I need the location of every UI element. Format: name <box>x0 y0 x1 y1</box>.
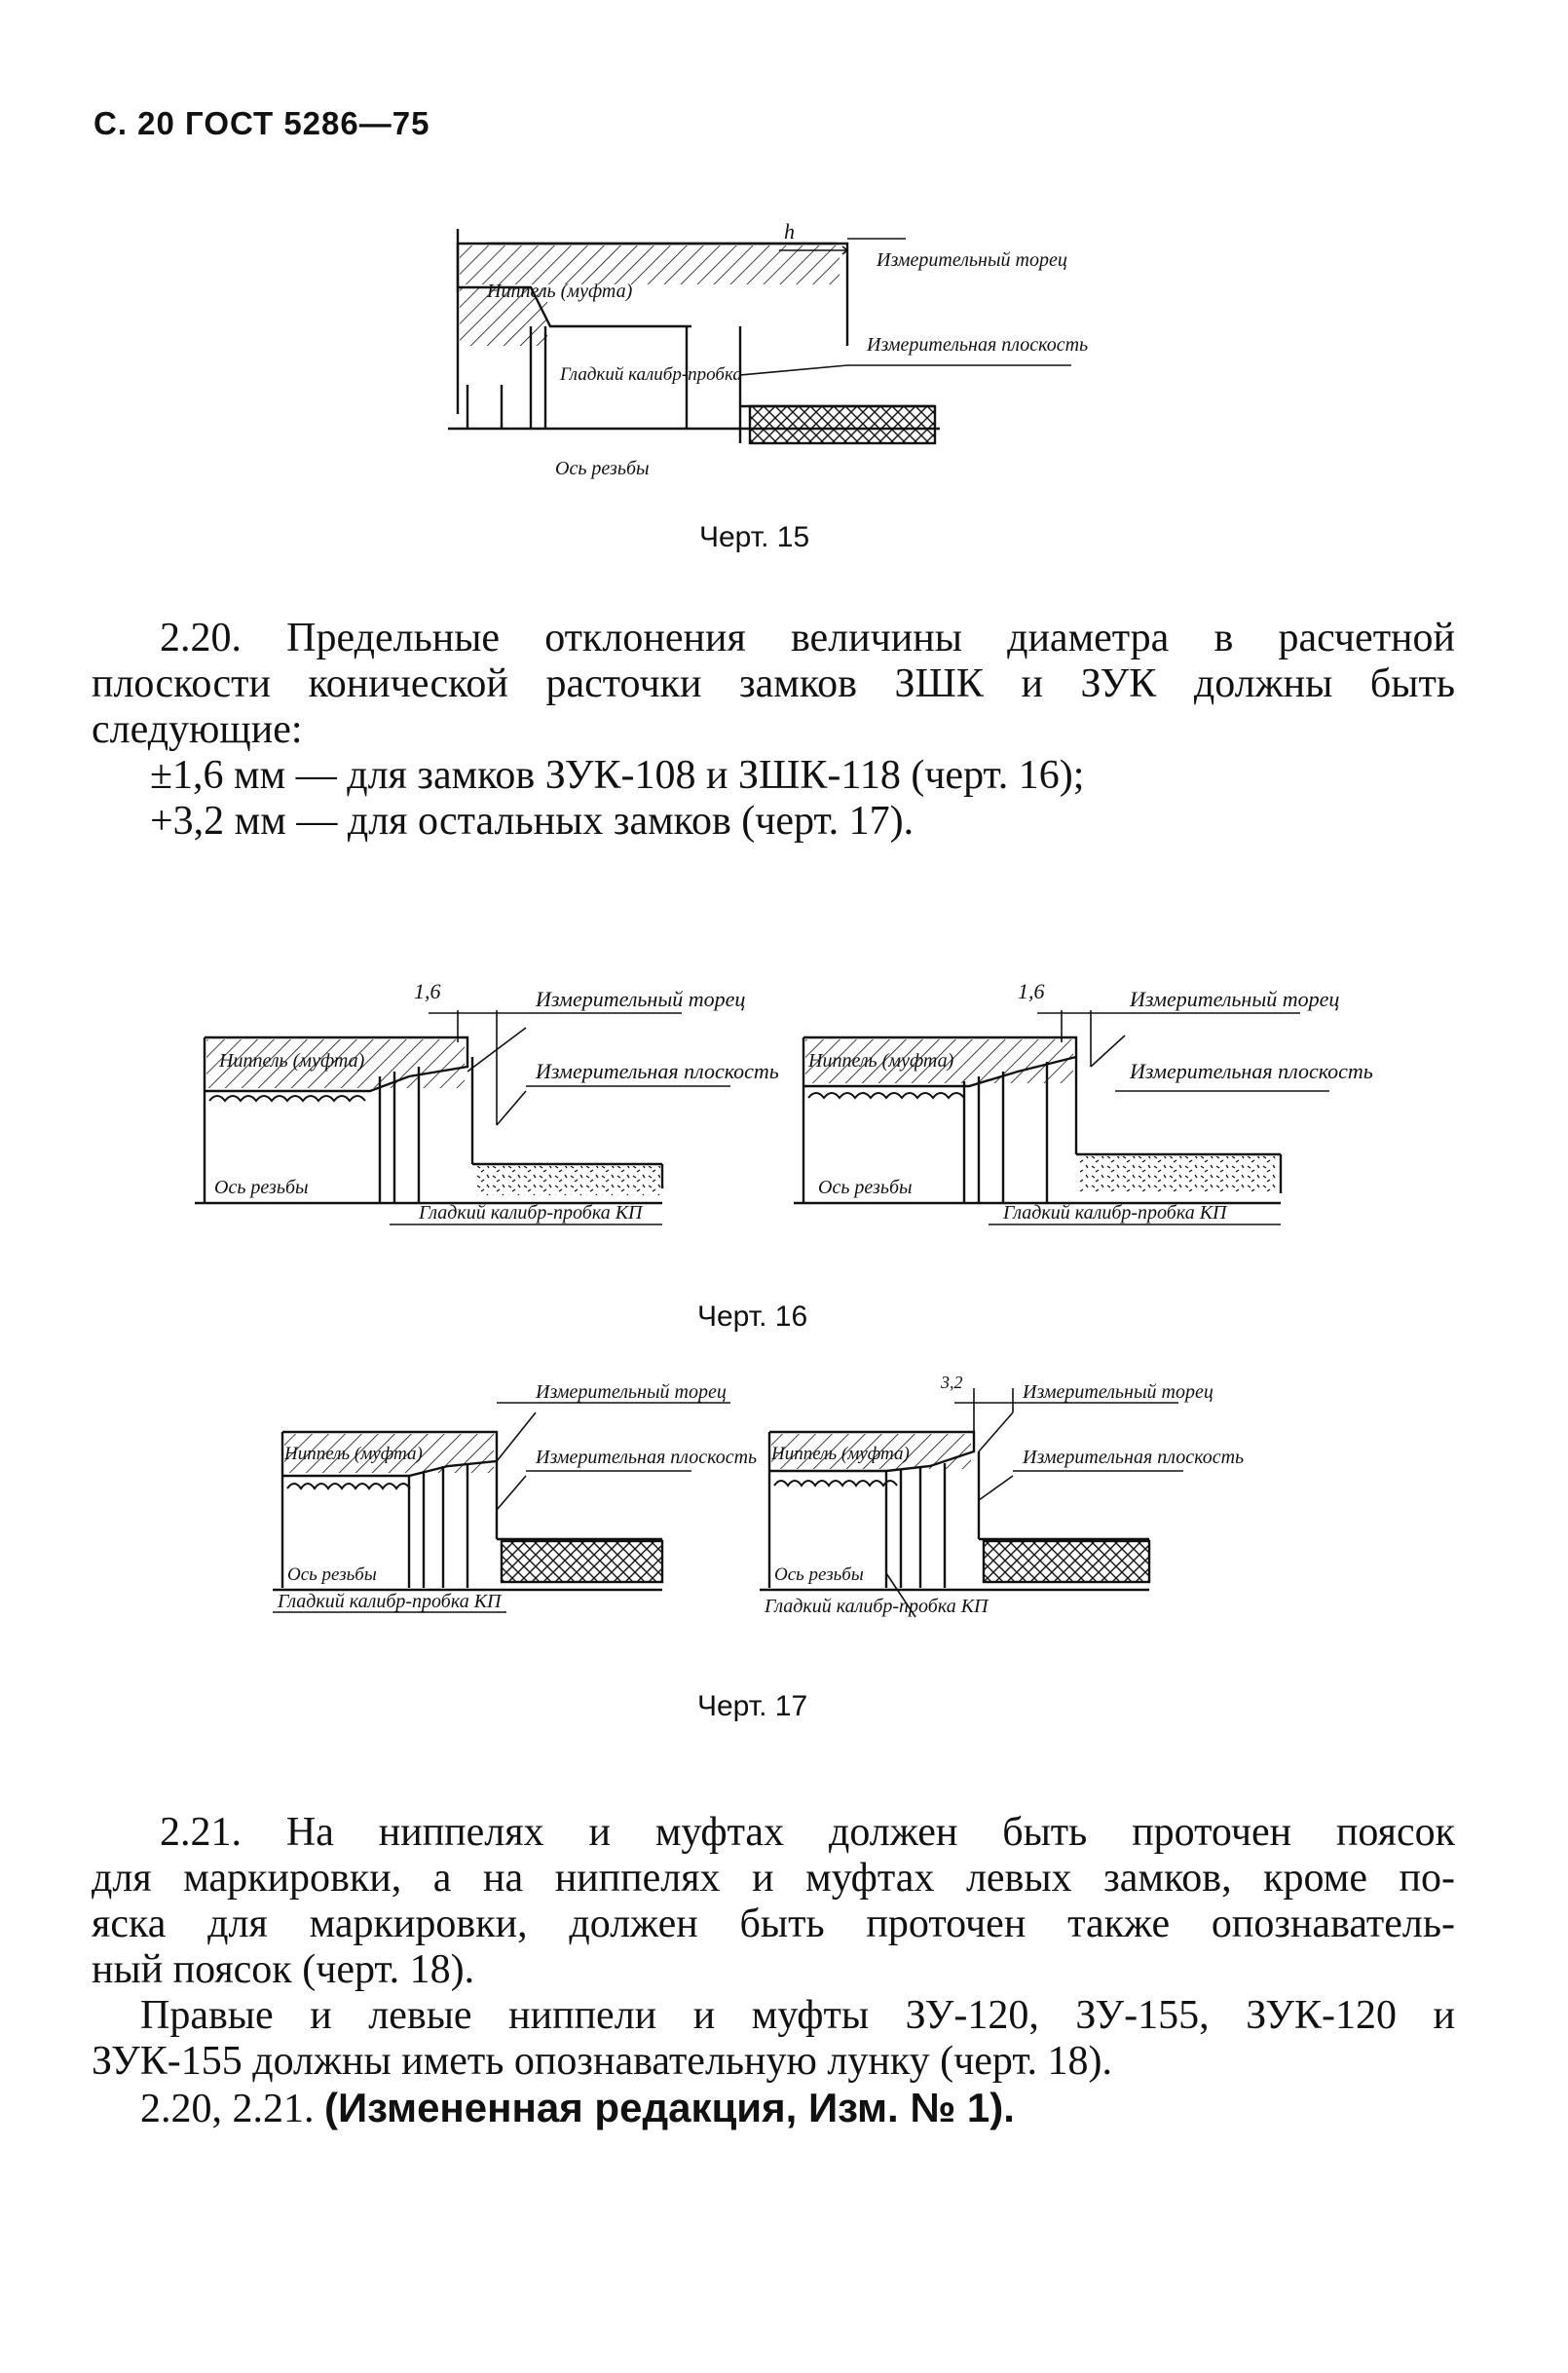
fig17-end-face-left: Измерительный торец <box>536 1381 727 1403</box>
fig17-nipple-right: Ниппель (муфта) <box>771 1444 910 1464</box>
fig17-plane-left: Измерительная плоскость <box>536 1447 758 1468</box>
figure-15 <box>448 219 1110 492</box>
fig17-nipple-left: Ниппель (муфта) <box>284 1444 423 1464</box>
fig16-plane-left: Измерительная плоскость <box>536 1059 779 1083</box>
text-line: ный поясок (черт. 18). <box>92 1947 475 1992</box>
text-line: Правые и левые ниппели и муфты ЗУ-120, ЗУ-155, ЗУК-120 и <box>140 1993 1455 2038</box>
amendment-prefix: 2.20, 2.21. <box>140 2087 324 2131</box>
paragraph-2-21 <box>92 1810 1455 2132</box>
fig16-nipple-left: Ниппель (муфта) <box>219 1050 365 1072</box>
fig16-caption: Черт. 16 <box>697 1300 808 1333</box>
text-line: плоскости конической расточки замков ЗШК и ЗУК должны быть <box>92 661 1455 706</box>
fig16-plane-right: Измерительная плоскость <box>1130 1059 1373 1083</box>
fig16-end-face-right: Измерительный торец <box>1130 987 1340 1011</box>
figure-17 <box>273 1374 1295 1656</box>
fig15-axis-label: Ось резьбы <box>555 458 650 479</box>
fig16-gauge-right: Гладкий калибр-пробка КП <box>1003 1202 1227 1224</box>
text-line: +3,2 мм — для остальных замков (черт. 17). <box>150 799 915 844</box>
fig17-dim-right: 3,2 <box>941 1373 963 1392</box>
page-header: С. 20 ГОСТ 5286—75 <box>93 105 430 141</box>
fig17-caption: Черт. 17 <box>697 1690 808 1722</box>
text-line: ±1,6 мм — для замков ЗУК-108 и ЗШК-118 (черт. 16); <box>150 753 1085 798</box>
text-line: следующие: <box>92 707 303 752</box>
text-line: ЗУК-155 должны иметь опознавательную лунку (черт. 18). <box>92 2039 1113 2084</box>
fig17-axis-left: Ось резьбы <box>287 1564 377 1585</box>
fig16-dim-left: 1,6 <box>414 979 441 1003</box>
fig17-end-face-right: Измерительный торец <box>1023 1381 1213 1403</box>
fig15-end-face-label: Измерительный торец <box>877 249 1067 271</box>
text-line: 2.20. Предельные отклонения величины диаметра в расчетной <box>160 616 1455 660</box>
amendment-line <box>92 2085 1455 2132</box>
fig16-nipple-right: Ниппель (муфта) <box>808 1050 954 1072</box>
fig17-plane-right: Измерительная плоскость <box>1023 1447 1245 1468</box>
fig16-axis-right: Ось резьбы <box>818 1177 913 1198</box>
fig16-end-face-left: Измерительный торец <box>536 987 746 1011</box>
fig15-h-label: h <box>784 219 795 244</box>
fig16-gauge-left: Гладкий калибр-пробка КП <box>419 1202 643 1224</box>
fig17-gauge-right: Гладкий калибр-пробка КП <box>765 1596 989 1617</box>
fig17-axis-right: Ось резьбы <box>774 1564 864 1585</box>
figure-16 <box>195 969 1373 1262</box>
fig16-axis-left: Ось резьбы <box>214 1177 309 1198</box>
fig15-nipple-label: Ниппель (муфта) <box>487 281 633 302</box>
fig15-gauge-label: Гладкий калибр-пробка <box>560 364 742 385</box>
text-line: 2.21. На ниппелях и муфтах должен быть проточен поясок <box>160 1810 1455 1855</box>
paragraph-2-20 <box>92 616 1455 845</box>
fig16-dim-right: 1,6 <box>1018 979 1045 1003</box>
fig15-caption: Черт. 15 <box>699 521 810 553</box>
fig17-gauge-left: Гладкий калибр-пробка КП <box>278 1591 502 1612</box>
fig15-plane-label: Измерительная плоскость <box>867 334 1089 356</box>
text-line: яска для маркировки, должен быть проточен также опознаватель- <box>92 1902 1455 1946</box>
amendment-note: (Измененная редакция, Изм. № 1). <box>324 2085 1015 2130</box>
text-line: для маркировки, а на ниппелях и муфтах левых замков, кроме по- <box>92 1856 1455 1901</box>
